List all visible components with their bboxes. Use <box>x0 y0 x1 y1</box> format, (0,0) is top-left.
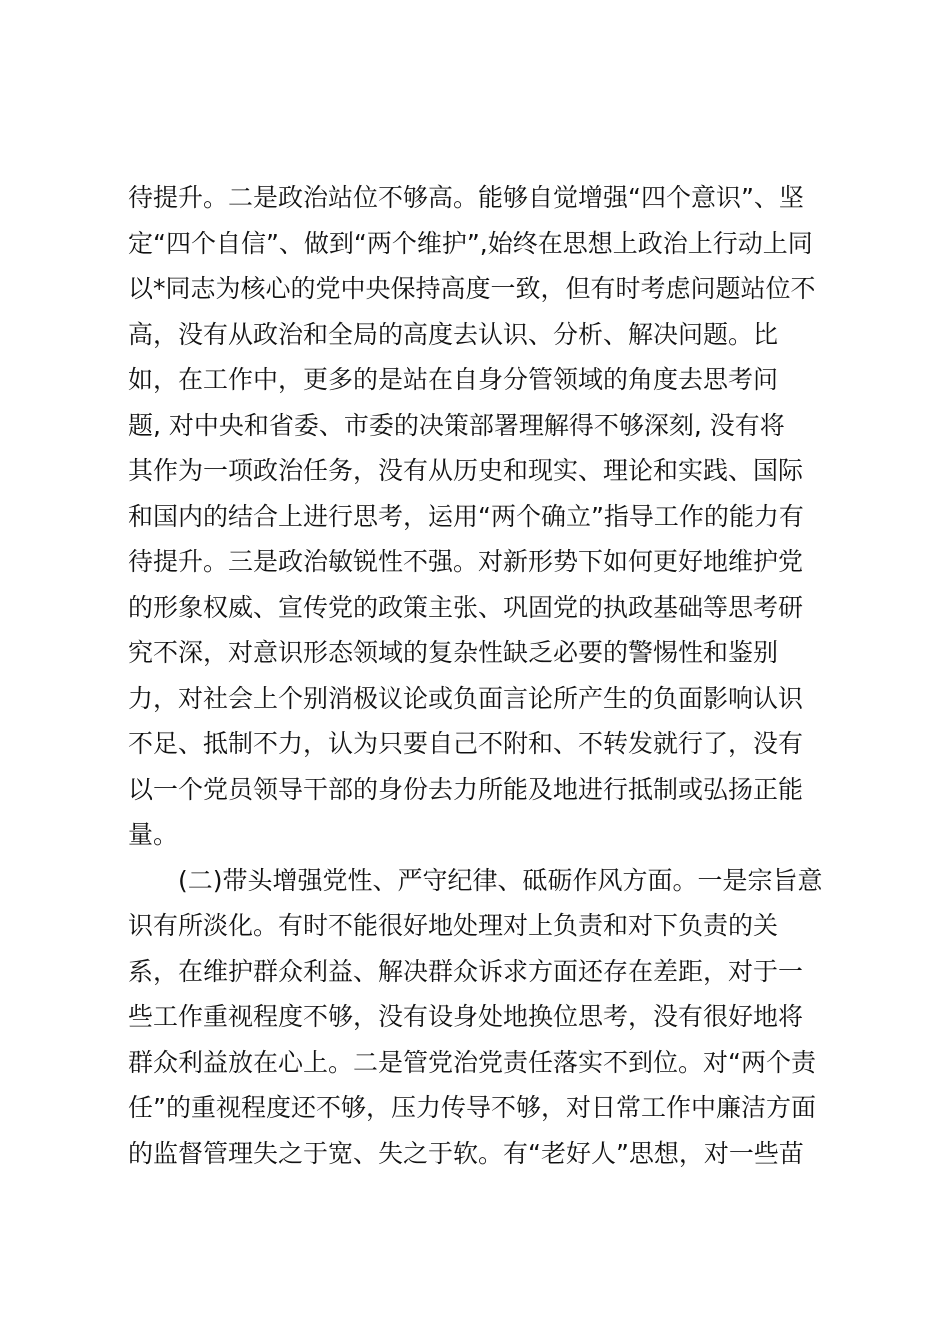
text-line: 以一个党员领导干部的身份去力所能及地进行抵制或弘扬正能 <box>128 774 804 804</box>
text-line: 其作为一项政治任务，没有从历史和现实、理论和实践、国际 <box>128 456 804 485</box>
text-line: 群众利益放在心上。二是管党治党责任落实不到位。对“两个责 <box>128 1047 816 1077</box>
text-line: 任”的重视程度还不够，压力传导不够，对日常工作中廉洁方面 <box>128 1093 816 1122</box>
text-line: 识有所淡化。有时不能很好地处理对上负责和对下负责的关 <box>128 911 779 940</box>
body-text <box>128 175 838 1176</box>
text-line: 量。 <box>128 820 179 849</box>
text-line: 定“四个自信”、做到“两个维护”,始终在思想上政治上行动上同 <box>128 228 813 258</box>
text-line: 究不深，对意识形态领域的复杂性缺乏必要的警惕性和鉴别 <box>128 638 779 667</box>
text-line: 待提升。三是政治敏锐性不强。对新形势下如何更好地维护党 <box>128 547 804 576</box>
section-heading-line: (二)带头增强党性、严守纪律、砥砺作风方面。一是宗旨意 <box>178 865 823 895</box>
text-line: 待提升。二是政治站位不够高。能够自觉增强“四个意识”、坚 <box>128 183 804 212</box>
text-line: 和国内的结合上进行思考，运用“两个确立”指导工作的能力有 <box>128 501 804 531</box>
text-line: 的形象权威、宣传党的政策主张、巩固党的执政基础等思考研 <box>128 592 804 622</box>
text-line: 如，在工作中，更多的是站在自身分管领域的角度去思考问 <box>128 365 779 394</box>
text-line: 以*同志为核心的党中央保持高度一致，但有时考虑问题站位不 <box>128 274 816 303</box>
text-line: 题, 对中央和省委、市委的决策部署理解得不够深刻, 没有将 <box>128 410 785 440</box>
text-line: 力，对社会上个别消极议论或负面言论所产生的负面影响认识 <box>128 683 804 713</box>
text-line: 些工作重视程度不够，没有设身处地换位思考，没有很好地将 <box>128 1002 804 1031</box>
text-line: 高，没有从政治和全局的高度去认识、分析、解决问题。比 <box>128 319 779 349</box>
text-line: 系，在维护群众利益、解决群众诉求方面还存在差距，对于一 <box>128 956 804 986</box>
text-line: 不足、抵制不力，认为只要自己不附和、不转发就行了，没有 <box>128 729 804 758</box>
text-line: 的监督管理失之于宽、失之于软。有“老好人”思想，对一些苗 <box>128 1138 804 1168</box>
